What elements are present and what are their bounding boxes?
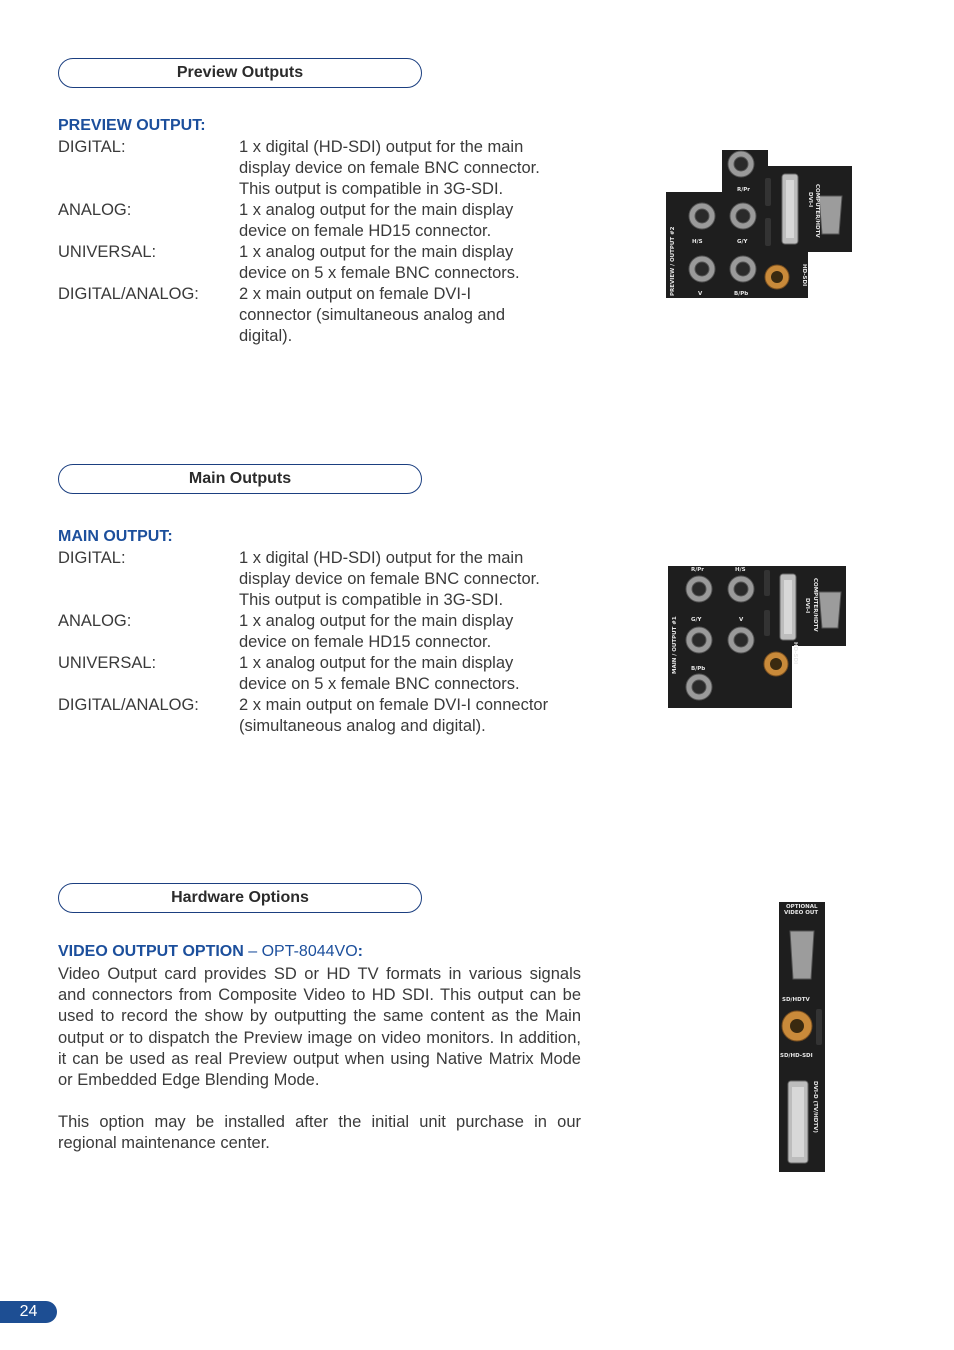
spec-value: 1 x analog output for the main display device on female HD15 connector. xyxy=(239,612,514,651)
spec-label: UNIVERSAL: xyxy=(58,243,157,261)
section-header-hardware: Hardware Options xyxy=(58,883,422,913)
spec-value: 1 x analog output for the main display device on female HD15 connector. xyxy=(239,201,514,240)
panel-label: R/Pr xyxy=(737,187,750,193)
main-spec-list xyxy=(58,548,598,737)
spec-row xyxy=(58,653,598,695)
spec-value: 1 x digital (HD-SDI) output for the main display device on female BNC connector. This output is compatible in 3G-SDI. xyxy=(239,138,540,198)
section-header-main: Main Outputs xyxy=(58,464,422,494)
spec-row xyxy=(58,137,598,200)
panel-vga-label: COMPUTER/HDTV xyxy=(812,578,818,632)
panel-label: V xyxy=(739,617,744,623)
spec-row xyxy=(58,284,598,347)
panel-label: V xyxy=(698,291,703,297)
spec-row xyxy=(58,611,598,653)
preview-spec-list xyxy=(58,137,598,347)
spec-row xyxy=(58,242,598,284)
spec-value: 1 x analog output for the main display device on 5 x female BNC connectors. xyxy=(239,243,520,282)
panel-side-label: PREVIEW / OUTPUT #2 xyxy=(670,226,676,296)
panel-side-label: MAIN / OUTPUT #1 xyxy=(672,616,678,674)
panel-sdi-label: HD-SDI xyxy=(801,264,807,287)
option-title: VIDEO OUTPUT OPTION xyxy=(58,943,244,960)
option-colon: : xyxy=(357,943,363,960)
preview-output-title: PREVIEW OUTPUT: xyxy=(58,117,206,134)
panel-label: H/S xyxy=(735,567,746,573)
panel-label: R/Pr xyxy=(691,567,704,573)
panel-label: B/Pb xyxy=(734,291,749,297)
section-header-preview: Preview Outputs xyxy=(58,58,422,88)
option-dvi-label: DVI-D (TV/HDTV) xyxy=(812,1081,818,1133)
page-number: 24 xyxy=(0,1301,57,1323)
main-output-panel-image xyxy=(666,564,848,710)
spec-label: DIGITAL/ANALOG: xyxy=(58,285,199,303)
option-sd-label: SD/HDTV xyxy=(782,997,810,1003)
preview-output-panel-image xyxy=(664,148,854,300)
panel-dvi-label: DVI-I xyxy=(807,192,813,208)
spec-row xyxy=(58,695,598,737)
spec-value: 1 x digital (HD-SDI) output for the main display device on female BNC connector. This output is compatible in 3G-SDI. xyxy=(239,549,540,609)
spec-label: DIGITAL: xyxy=(58,549,126,567)
spec-value: 2 x main output on female DVI-I connector (simultaneous analog and digital). xyxy=(239,285,506,345)
spec-label: DIGITAL/ANALOG: xyxy=(58,696,199,714)
spec-label: UNIVERSAL: xyxy=(58,654,157,672)
video-output-option-title xyxy=(58,943,363,961)
video-option-card-image xyxy=(778,901,826,1173)
main-output-title: MAIN OUTPUT: xyxy=(58,528,173,545)
panel-label: G/Y xyxy=(737,239,748,245)
panel-dvi-label: DVI-I xyxy=(804,598,810,614)
spec-label: ANALOG: xyxy=(58,201,132,219)
spec-row xyxy=(58,200,598,242)
option-dash: – xyxy=(243,943,262,960)
option-code: OPT-8044VO xyxy=(261,943,358,960)
option-top-label-2: VIDEO OUT xyxy=(784,910,819,916)
spec-label: DIGITAL: xyxy=(58,138,126,156)
option-paragraph-2: This option may be installed after the initial unit purchase in our regional maintenance center. xyxy=(58,1113,581,1153)
panel-sdi-label: HD-SDI xyxy=(792,642,798,665)
option-paragraph-1: Video Output card provides SD or HD TV formats in various signals and connectors from Composite Video to HD SDI. This output can be used to record the show by outputting the same content as the Main output or to dispatch the Preview image on video monitors. In addition, it can be used as real Preview output when using Native Matrix Mode or Embedded Edge Blending Mode. xyxy=(58,965,581,1090)
panel-vga-label: COMPUTER/HDTV xyxy=(814,184,820,238)
spec-value: 1 x analog output for the main display device on 5 x female BNC connectors. xyxy=(239,654,520,693)
panel-label: G/Y xyxy=(691,617,702,623)
panel-label: H/S xyxy=(692,239,703,245)
option-top-label-1: OPTIONAL xyxy=(786,904,818,910)
spec-label: ANALOG: xyxy=(58,612,132,630)
option-sdi-label: SD/HD-SDI xyxy=(780,1053,813,1059)
spec-row xyxy=(58,548,598,611)
panel-label: B/Pb xyxy=(691,666,706,672)
spec-value: 2 x main output on female DVI-I connector (simultaneous analog and digital). xyxy=(239,696,549,735)
